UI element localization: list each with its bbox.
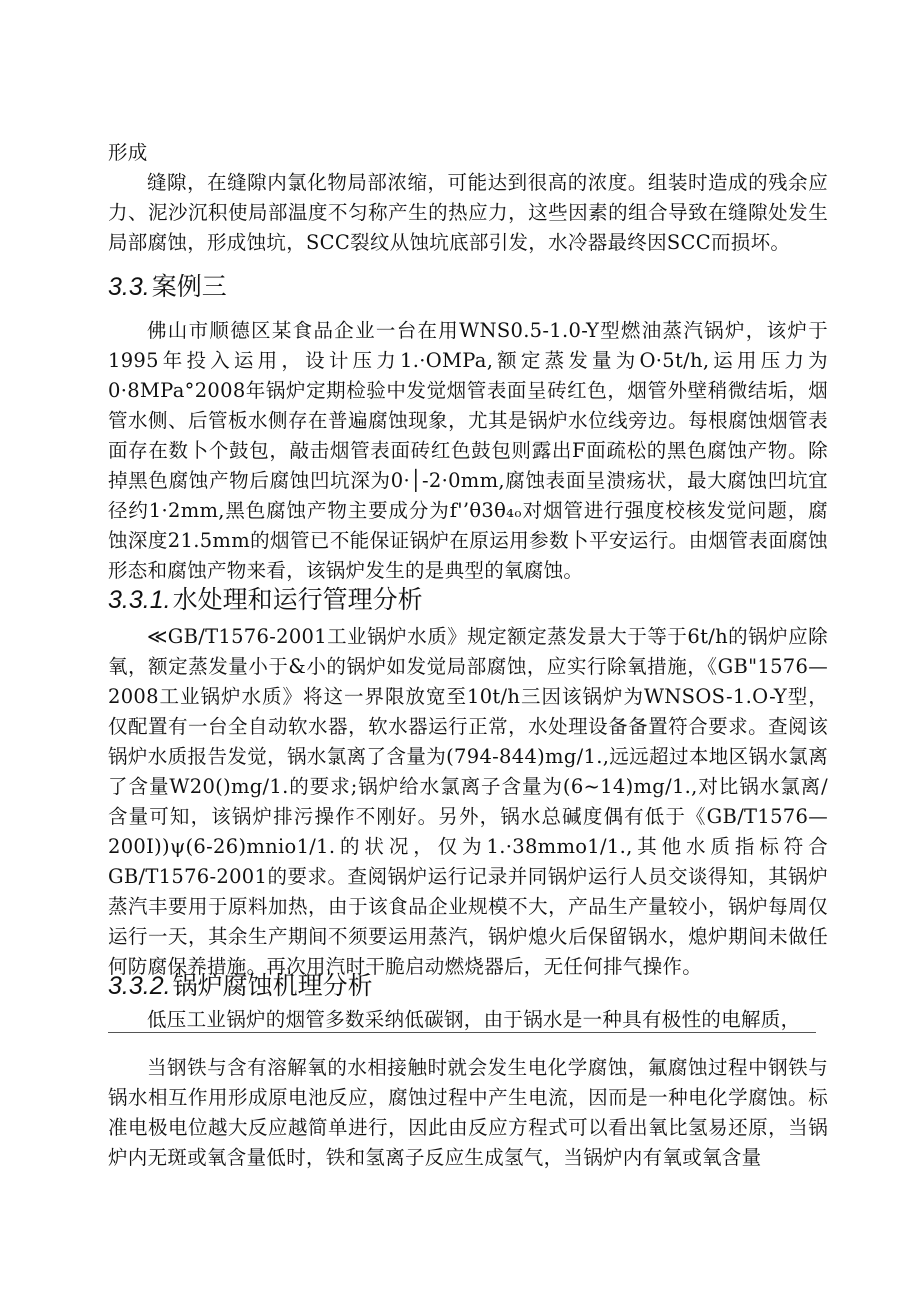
paragraph-corrosion-mechanism: 当钢铁与含有溶解氧的水相接触时就会发生电化学腐蚀，氟腐蚀过程中钢铁与锅水相互作用形成原电池反应，腐蚀过程中产生电流，因而是一种电化学腐蚀。标准电极电位越大反应越简单进行，因此由反应方程式可以看出氧比氢易还原，当锅炉内无斑或氧含量低时，铁和氢离子反应生成氢气，当锅炉内有氧或氧含量 [108,1056,828,1169]
section-title: 案例三 [151,273,227,301]
paragraph-water-treatment: ≪GB/T1576-2001工业锅炉水质》规定额定蒸发景大于等于6t/h的锅炉应除氧，额定蒸发量小于&小的锅炉如发觉局部腐蚀，应实行除氧措施，《GB"1576—2008工业锅炉水质》将这一界限放宽至10t/h三因该锅炉为WNSOS-1.O-Y型，仅配置有一台全自动软水器，软水器运行正常，水处理设备备置符合要求。查阅该锅炉水质报告发觉，锅水氯离了含量为(794-844)mg/1.,远远超过本地区锅水氯离了含量W20()mg/1.的要求;锅炉给水氯离子含量为(6~14)mg/1.,对比锅水氯离/含量可知，该锅炉排污操作不刚好。另外，锅水总碱度偶有低于《GB/T1576—200I))ψ(6-26)mnio1/1.的状况，仅为1.·38mmo1/1.,其他水质指标符合GB/T1576-2001的要求。查阅锅炉运行记录并同锅炉运行人员交谈得知，其锅炉蒸汽丰要用于原料加热，由于该食品企业规模不大，产品生产量较小，锅炉每周仅运行一天，其余生产期间不须要运用蒸汽，锅炉熄火后保留锅水，熄炉期间未做任何防腐保养措施。再次用汽时干脆启动燃烧器后，无任何排气操作。 [108,625,828,978]
paragraph-fragment: 形成 [108,141,148,164]
section-number: 3.3. [108,273,150,301]
section-number: 3.3.1. [108,586,171,614]
section-heading-3-3 [108,270,227,304]
section-heading-3-3-2 [108,969,373,1003]
section-number: 3.3.2. [108,972,171,1000]
section-title: 锅炉腐蚀机理分析 [172,972,373,1000]
paragraph-case-three: 佛山市顺德区某食品企业一台在用WNS0.5-1.0-Y型燃油蒸汽锅炉，该炉于1995年投入运用，设计压力1.·OMPa,额定蒸发量为O·5t/h,运用压力为0·8MPa°2008年锅炉定期检验中发觉烟管表面呈砖红色，烟管外壁稍微结垢，烟管水侧、后管板水侧存在普遍腐蚀现象，尤其是锅炉水位线旁边。每根腐蚀烟管表面存在数卜个鼓包，敲击烟管表面砖红色鼓包则露出F面疏松的黑色腐蚀产物。除掉黑色腐蚀产物后腐蚀凹坑深为0·│-2·0mm,腐蚀表面呈溃疡状，最大腐蚀凹坑宜径约1·2mm,黑色腐蚀产物主要成分为f'’θ3θ₄ₒ对烟管进行强度校核发觉问题，腐蚀深度21.5mm的烟管已不能保证锅炉在原运用参数卜平安运行。由烟管表面腐蚀形态和腐蚀产物来看，该锅炉发生的是典型的氧腐蚀。 [108,319,828,582]
paragraph-crevice-corrosion: 缝隙，在缝隙内氯化物局部浓缩，可能达到很高的浓度。组装时造成的残余应力、泥沙沉积使局部温度不匀称产生的热应力，这些因素的组合导致在缝隙处发生局部腐蚀，形成蚀坑，SCC裂纹从蚀坑底部引发，水冷器最终因SCC而损坏。 [108,171,828,254]
section-heading-3-3-1 [108,583,423,617]
paragraph-boiler-material: 低压工业锅炉的烟管多数采纳低碳钢，由于锅水是一种具有极性的电解质， [147,1008,801,1031]
section-title: 水处理和运行管理分析 [172,586,423,614]
page-break-rule [108,1032,816,1033]
